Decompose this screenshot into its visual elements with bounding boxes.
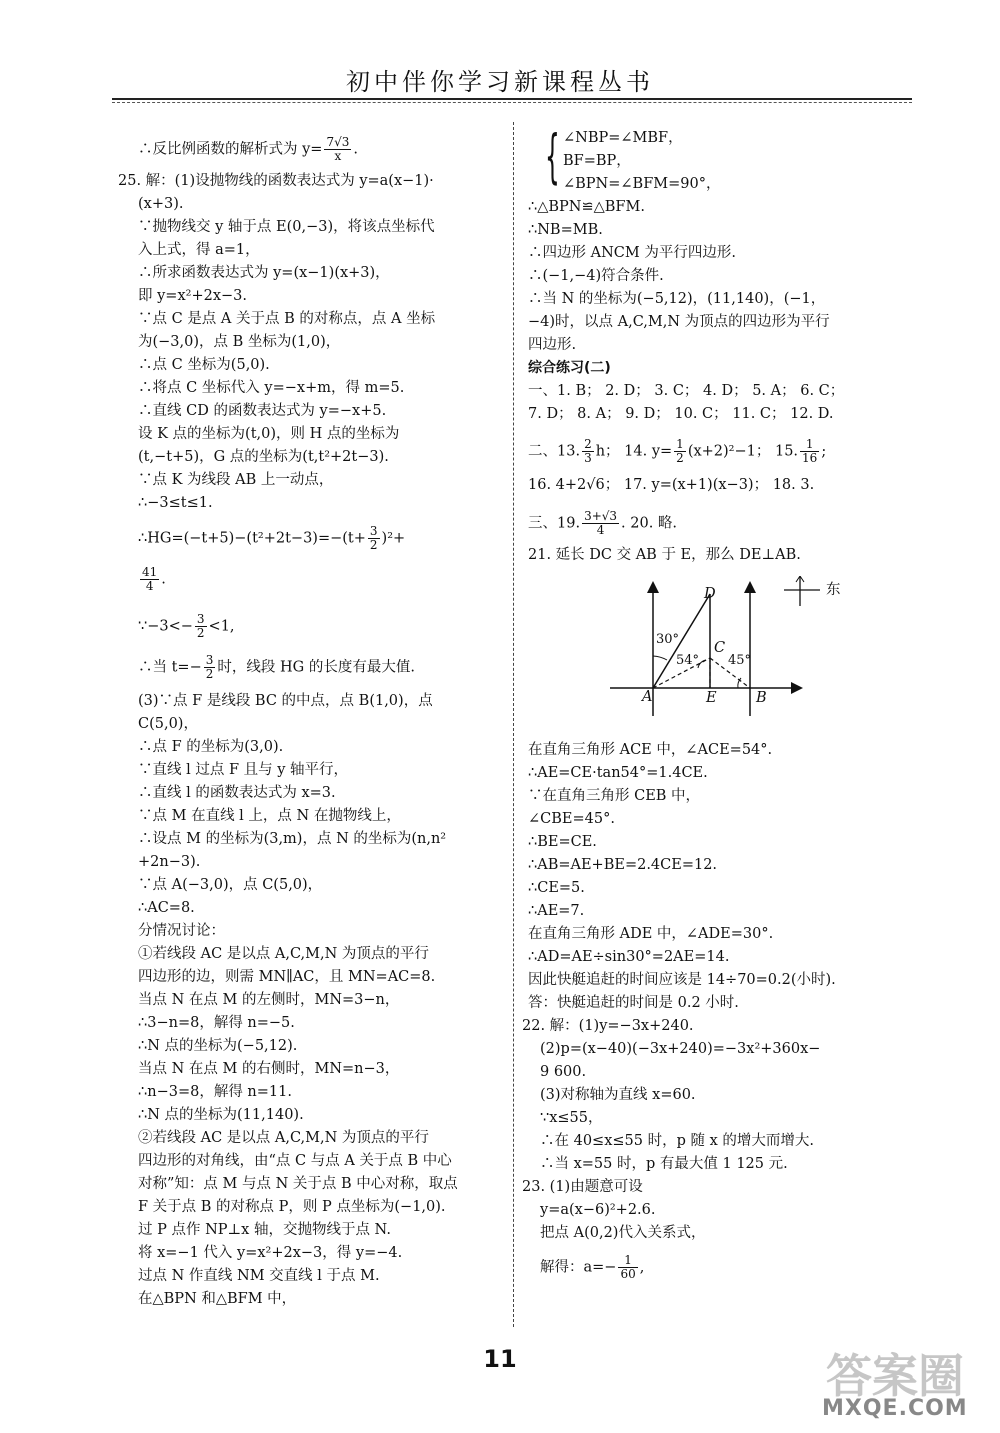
- text-line: ∴BE=CE.: [528, 834, 597, 850]
- text-line: 三、19. $\frac{3+√3}{4}$ . 20. 略.: [528, 509, 678, 537]
- label-east: 东: [826, 582, 841, 598]
- text-line: ∴AE=CE·tan54°=1.4CE.: [528, 765, 708, 781]
- text-line: ∵点 K 为线段 AB 上一动点，: [138, 472, 334, 488]
- label-c: C: [714, 640, 726, 656]
- text-line: 当点 N 在点 M 的左侧时，MN=3−n，: [138, 992, 400, 1008]
- text-line: ∴CE=5.: [528, 880, 585, 896]
- text-line: 21. 延长 DC 交 AB 于 E，那么 DE⊥AB.: [528, 547, 801, 563]
- text-line: 四边形的边，则需 MN∥AC，且 MN=AC=8.: [138, 969, 436, 985]
- text-line: 设 K 点的坐标为(t,0)，则 H 点的坐标为: [138, 426, 400, 442]
- text-line: 为(−3,0)，点 B 坐标为(1,0)，: [138, 334, 341, 350]
- text-line: ∴AE=7.: [528, 903, 585, 919]
- label-e: E: [706, 690, 717, 706]
- text-line: ∴3−n=8，解得 n=−5.: [138, 1015, 295, 1031]
- watermark-logo: 答案圈: [826, 1349, 964, 1403]
- text-line: 四边形.: [528, 337, 577, 353]
- text-line: (t,−t+5)，G 点的坐标为(t,t²+2t−3).: [138, 449, 389, 465]
- text-line: ∴反比例函数的解析式为 y= $\frac{7√3}{x}$ .: [138, 135, 358, 163]
- text-line: ∴(−1,−4)符合条件.: [528, 268, 664, 284]
- text-line: 分情况讨论：: [138, 923, 225, 939]
- text-line: ∴四边形 ANCM 为平行四边形.: [528, 245, 736, 261]
- text-line: ∵抛物线交 y 轴于点 E(0,−3)，将该点坐标代: [138, 219, 435, 235]
- text-line: 一、1. B； 2. D； 3. C； 4. D； 5. A； 6. C；: [528, 383, 845, 399]
- text-line: 对称”知：点 M 与点 N 关于点 B 中心对称，取点: [138, 1176, 458, 1192]
- text-line: ∴N 点的坐标为(−5,12).: [138, 1038, 298, 1054]
- text-line: 把点 A(0,2)代入关系式，: [540, 1225, 706, 1241]
- text-line: 在直角三角形 ACE 中，∠ACE=54°.: [528, 742, 773, 758]
- column-divider: [513, 122, 514, 1327]
- text-line: 22. 解：(1)y=−3x+240.: [522, 1018, 694, 1034]
- angle-54: 54°: [676, 653, 700, 668]
- text-line: 因此快艇追赶的时间应该是 14÷70=0.2(小时).: [528, 972, 836, 988]
- text-line: ∴所求函数表达式为 y=(x−1)(x+3)，: [138, 265, 390, 281]
- text-line: ∵直线 l 过点 F 且与 y 轴平行，: [138, 762, 349, 778]
- text-line: ∵点 A(−3,0)，点 C(5,0)，: [138, 877, 323, 893]
- text-line: ①若线段 AC 是以点 A,C,M,N 为顶点的平行: [138, 946, 429, 962]
- text-line: ∴n−3=8，解得 n=11.: [138, 1084, 292, 1100]
- angle-45: 45°: [728, 653, 752, 668]
- text-line: (2)p=(x−40)(−3x+240)=−3x²+360x−: [540, 1041, 821, 1057]
- text-line: 过 P 点作 NP⊥x 轴，交抛物线于点 N.: [138, 1222, 391, 1238]
- text-line: ∴直线 l 的函数表达式为 x=3.: [138, 785, 336, 801]
- text-line: ∴N 点的坐标为(11,140).: [138, 1107, 304, 1123]
- label-d: D: [704, 586, 716, 602]
- text-line: ∵在直角三角形 CEB 中，: [528, 788, 701, 804]
- text-line: 将 x=−1 代入 y=x²+2x−3，得 y=−4.: [138, 1245, 403, 1261]
- text-line: 16. 4+2√6； 17. y=(x+1)(x−3)； 18. 3.: [528, 477, 815, 493]
- label-b: B: [756, 690, 767, 706]
- header-rule-dashed: [112, 102, 912, 103]
- text-line: F 关于点 B 的对称点 P，则 P 点坐标为(−1,0).: [138, 1199, 446, 1215]
- text-line: 入上式，得 a=1，: [138, 242, 260, 258]
- text-line: 23. (1)由题意可设: [522, 1179, 643, 1195]
- text-line: ∴在 40≤x≤55 时，p 随 x 的增大而增大.: [540, 1133, 814, 1149]
- angle-30: 30°: [656, 632, 680, 647]
- text-line: (x+3).: [138, 196, 184, 212]
- text-line: (3)∵点 F 是线段 BC 的中点，点 B(1,0)，点: [138, 693, 433, 709]
- text-line: ∴将点 C 坐标代入 y=−x+m，得 m=5.: [138, 380, 405, 396]
- text-line: ∠BPN=∠BFM=90°，: [563, 176, 721, 192]
- text-line: +2n−3).: [138, 854, 201, 870]
- text-line: ∴直线 CD 的函数表达式为 y=−x+5.: [138, 403, 387, 419]
- text-line: ∴−3≤t≤1.: [138, 495, 213, 511]
- text-line: (3)对称轴为直线 x=60.: [540, 1087, 696, 1103]
- text-line: BF=BP，: [563, 153, 631, 169]
- label-a: A: [642, 689, 653, 705]
- text-line: ∴AD=AE÷sin30°=2AE=14.: [528, 949, 730, 965]
- text-line: 即 y=x²+2x−3.: [138, 288, 247, 304]
- page-number: 11: [483, 1345, 517, 1373]
- text-line: 当点 N 在点 M 的右侧时，MN=n−3，: [138, 1061, 400, 1077]
- text-line: ∵−3<− $\frac{3}{2}$ <1,: [138, 612, 235, 640]
- text-line: ∴AC=8.: [138, 900, 195, 916]
- text-line: −4)时，以点 A,C,M,N 为顶点的四边形为平行: [528, 314, 830, 330]
- text-line: 答：快艇追赶的时间是 0.2 小时.: [528, 995, 739, 1011]
- header-title: 初中伴你学习新课程丛书: [346, 68, 654, 96]
- text-line: ②若线段 AC 是以点 A,C,M,N 为顶点的平行: [138, 1130, 429, 1146]
- text-line: ∴HG=(−t+5)−(t²+2t−3)=−(t+ $\frac{3}{2}$ )²+: [138, 524, 406, 552]
- text-line: 二、13. $\frac{2}{3}$ h； 14. y= $\frac{1}{2}$ (x+2)²−1； 15. $\frac{1}{16}$ ;: [528, 437, 827, 465]
- text-line: ∴当 N 的坐标为(−5,12)，(11,140)，(−1，: [528, 291, 826, 307]
- header-rule: [112, 98, 912, 100]
- text-line: $\frac{41}{4}$ .: [142, 565, 166, 593]
- text-line: ∴△BPN≌△BFM.: [528, 199, 645, 215]
- section-heading: 综合练习(二): [528, 360, 611, 376]
- text-line: y=a(x−6)²+2.6.: [540, 1202, 656, 1218]
- text-line: C(5,0)，: [138, 716, 198, 732]
- text-line: ∴点 F 的坐标为(3,0).: [138, 739, 284, 755]
- text-line: 在直角三角形 ADE 中，∠ADE=30°.: [528, 926, 774, 942]
- text-line: 四边形的对角线，由“点 C 与点 A 关于点 B 中心: [138, 1153, 452, 1169]
- text-line: ∴当 t=− $\frac{3}{2}$ 时，线段 HG 的长度有最大值.: [138, 653, 415, 681]
- text-line: 25. 解：(1)设抛物线的函数表达式为 y=a(x−1)·: [118, 173, 434, 189]
- text-line: ∠CBE=45°.: [528, 811, 615, 827]
- watermark-url: MXQE.COM: [822, 1396, 968, 1421]
- text-line: 9 600.: [540, 1064, 587, 1080]
- text-line: 解得：a=− $\frac{1}{60}$ ,: [540, 1253, 645, 1281]
- text-line: ∴AB=AE+BE=2.4CE=12.: [528, 857, 718, 873]
- text-line: ∠NBP=∠MBF，: [563, 130, 683, 146]
- text-line: 过点 N 作直线 NM 交直线 l 于点 M.: [138, 1268, 380, 1284]
- text-line: 在△BPN 和△BFM 中，: [138, 1291, 297, 1307]
- text-line: ∵点 M 在直线 l 上，点 N 在抛物线上，: [138, 808, 401, 824]
- text-line: ∵x≤55，: [540, 1110, 603, 1126]
- text-line: ∴点 C 坐标为(5,0).: [138, 357, 270, 373]
- text-line: ∴当 x=55 时，p 有最大值 1 125 元.: [540, 1156, 788, 1172]
- brace: {: [545, 122, 560, 190]
- text-line: 7. D； 8. A； 9. D； 10. C； 11. C； 12. D.: [528, 406, 834, 422]
- text-line: ∵点 C 是点 A 关于点 B 的对称点，点 A 坐标: [138, 311, 436, 327]
- text-line: ∴NB=MB.: [528, 222, 603, 238]
- text-line: ∴设点 M 的坐标为(3,m)，点 N 的坐标为(n,n²: [138, 831, 447, 847]
